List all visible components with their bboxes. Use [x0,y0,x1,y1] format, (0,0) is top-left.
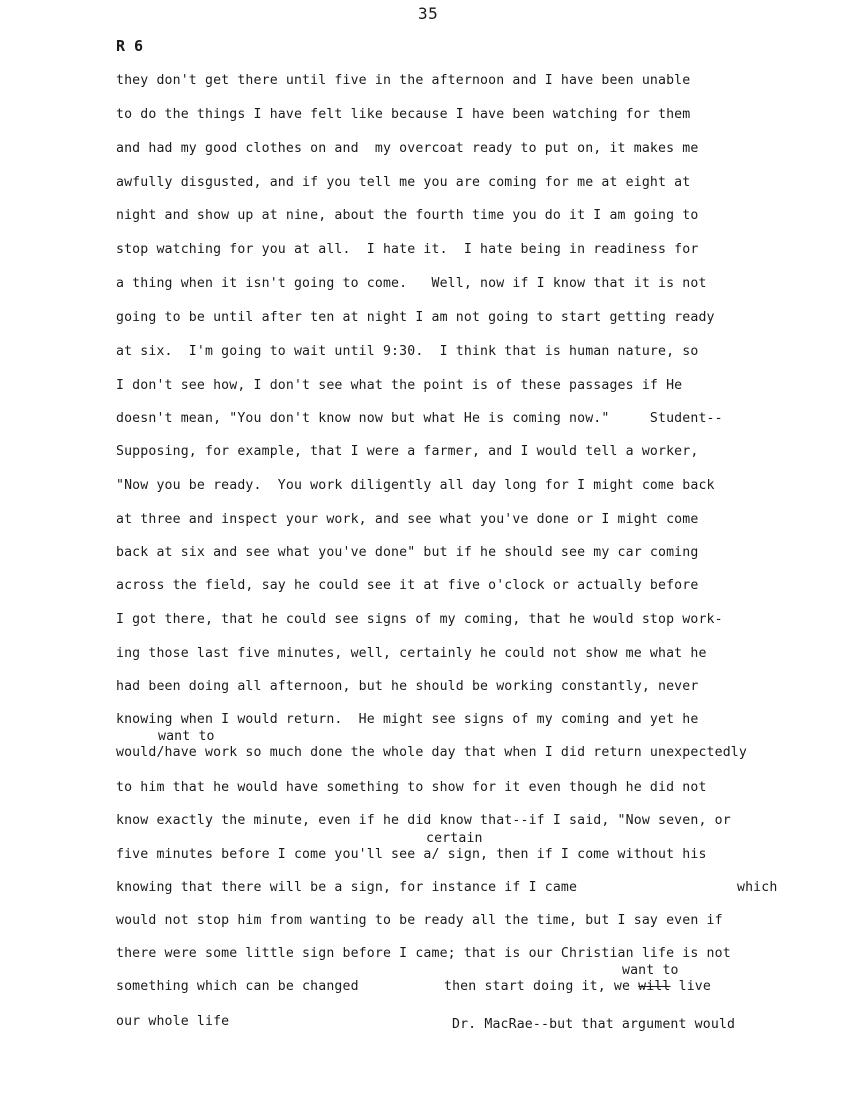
text-line-9: at six. I'm going to wait until 9:30. I think that is human nature, so [116,344,699,359]
interlinear-insertion: certain [426,831,483,846]
struck-word: will [638,979,671,994]
text-line-12: Supposing, for example, that I were a farmer, and I would tell a worker, [116,444,699,459]
text-line-24: five minutes before I come you'll see a/ sign, then if I come without his [116,847,707,862]
text-line-19: had been doing all afternoon, but he should be working constantly, never [116,679,699,694]
text-line-5: night and show up at nine, about the fourth time you do it I am going to [116,208,699,223]
inline-fragment-text: then start doing it, we [444,979,639,994]
text-line-7: a thing when it isn't going to come. Well, now if I know that it is not [116,276,707,291]
text-line-18: ing those last five minutes, well, certainly he could not show me what he [116,646,707,661]
text-line-6: stop watching for you at all. I hate it. I hate being in readiness for [116,242,699,257]
text-line-28: something which can be changed [116,979,359,994]
text-line-23: know exactly the minute, even if he did know that--if I said, "Now seven, or [116,813,731,828]
text-line-4: awfully disgusted, and if you tell me you are coming for me at eight at [116,175,691,190]
text-line-25: knowing that there will be a sign, for instance if I came [116,880,578,895]
inline-fragment: which [737,880,778,895]
text-line-16: across the field, say he could see it at five o'clock or actually before [116,578,699,593]
text-line-10: I don't see how, I don't see what the point is of these passages if He [116,378,683,393]
text-line-17: I got there, that he could see signs of my coming, that he would stop work- [116,612,723,627]
text-line-27: there were some little sign before I came; that is our Christian life is not [116,946,731,961]
inline-fragment-text: live [670,979,711,994]
text-line-1: they don't get there until five in the afternoon and I have been unable [116,73,691,88]
text-line-20: knowing when I would return. He might see signs of my coming and yet he [116,712,699,727]
interlinear-insertion: want to [158,729,215,744]
text-line-2: to do the things I have felt like because I have been watching for them [116,107,691,122]
text-line-8: going to be until after ten at night I am not going to start getting ready [116,310,715,325]
section-label: R 6 [116,37,144,55]
text-line-14: at three and inspect your work, and see what you've done or I might come [116,512,699,527]
inline-fragment [444,979,711,994]
page-number: 35 [418,4,439,23]
interlinear-insertion: want to [622,963,679,978]
text-line-13: "Now you be ready. You work diligently all day long for I might come back [116,478,715,493]
text-line-3: and had my good clothes on and my overcoat ready to put on, it makes me [116,141,699,156]
speaker-line: Dr. MacRae--but that argument would [452,1017,736,1032]
text-line-22: to him that he would have something to show for it even though he did not [116,780,707,795]
text-line-26: would not stop him from wanting to be ready all the time, but I say even if [116,913,723,928]
text-line-29: our whole life [116,1014,230,1029]
text-line-11: doesn't mean, "You don't know now but what He is coming now." Student-- [116,411,723,426]
text-line-15: back at six and see what you've done" but if he should see my car coming [116,545,699,560]
text-line-21: would/have work so much done the whole day that when I did return unexpectedly [116,745,747,760]
